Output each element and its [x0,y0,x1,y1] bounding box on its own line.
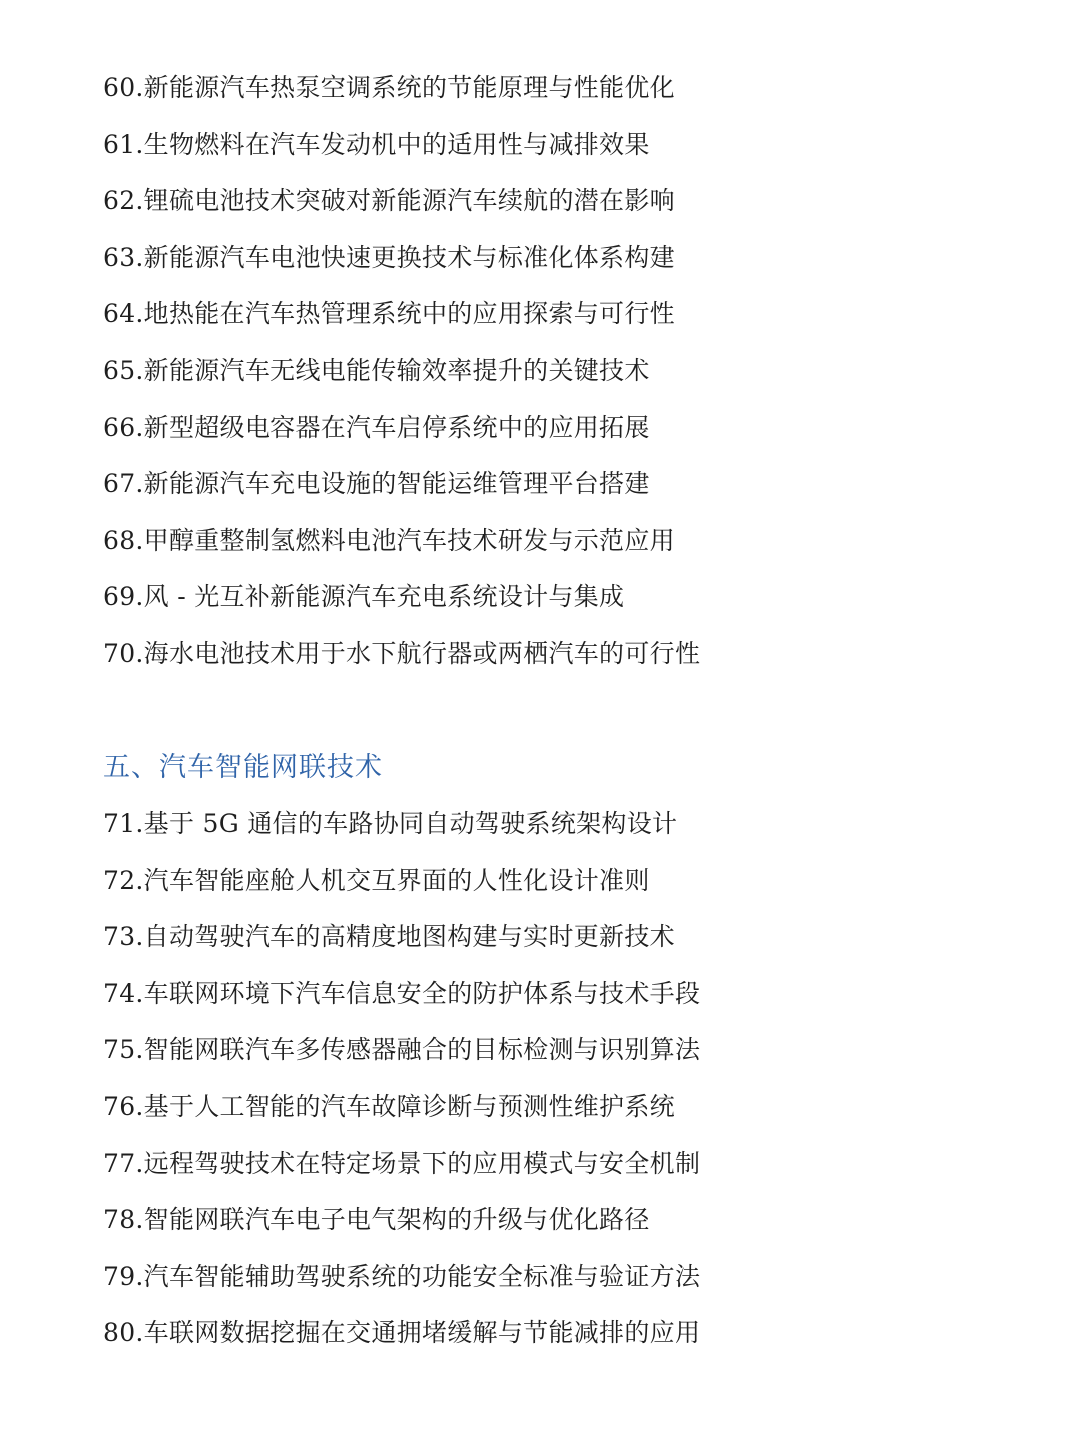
list-item: 65.新能源汽车无线电能传输效率提升的关键技术 [103,355,650,385]
list-item: 79.汽车智能辅助驾驶系统的功能安全标准与验证方法 [103,1261,701,1291]
list-item: 73.自动驾驶汽车的高精度地图构建与实时更新技术 [103,922,675,952]
list-item: 76.基于人工智能的汽车故障诊断与预测性维护系统 [103,1091,675,1121]
topic-list-connected [103,796,700,1362]
list-item: 67.新能源汽车充电设施的智能运维管理平台搭建 [103,469,650,499]
list-item: 80.车联网数据挖掘在交通拥堵缓解与节能减排的应用 [103,1318,701,1348]
list-item: 70.海水电池技术用于水下航行器或两栖汽车的可行性 [103,638,701,668]
list-item: 62.锂硫电池技术突破对新能源汽车续航的潜在影响 [103,186,675,216]
list-item: 63.新能源汽车电池快速更换技术与标准化体系构建 [103,242,675,272]
list-item: 64.地热能在汽车热管理系统中的应用探索与可行性 [103,299,675,329]
list-item: 71.基于 5G 通信的车路协同自动驾驶系统架构设计 [103,809,678,838]
topic-list-energy [103,60,700,683]
list-item: 68.甲醇重整制氢燃料电池汽车技术研发与示范应用 [103,525,675,555]
list-item: 75.智能网联汽车多传感器融合的目标检测与识别算法 [103,1035,701,1065]
list-item: 61.生物燃料在汽车发动机中的适用性与减排效果 [103,129,650,159]
list-item: 66.新型超级电容器在汽车启停系统中的应用拓展 [103,412,650,442]
list-item: 72.汽车智能座舱人机交互界面的人性化设计准则 [103,865,650,895]
section-heading: 五、汽车智能网联技术 [103,752,383,783]
list-item: 69.风 - 光互补新能源汽车充电系统设计与集成 [103,582,625,612]
list-item: 60.新能源汽车热泵空调系统的节能原理与性能优化 [103,73,675,102]
list-item: 74.车联网环境下汽车信息安全的防护体系与技术手段 [103,978,701,1008]
list-item: 77.远程驾驶技术在特定场景下的应用模式与安全机制 [103,1148,701,1178]
list-item: 78.智能网联汽车电子电气架构的升级与优化路径 [103,1205,650,1235]
